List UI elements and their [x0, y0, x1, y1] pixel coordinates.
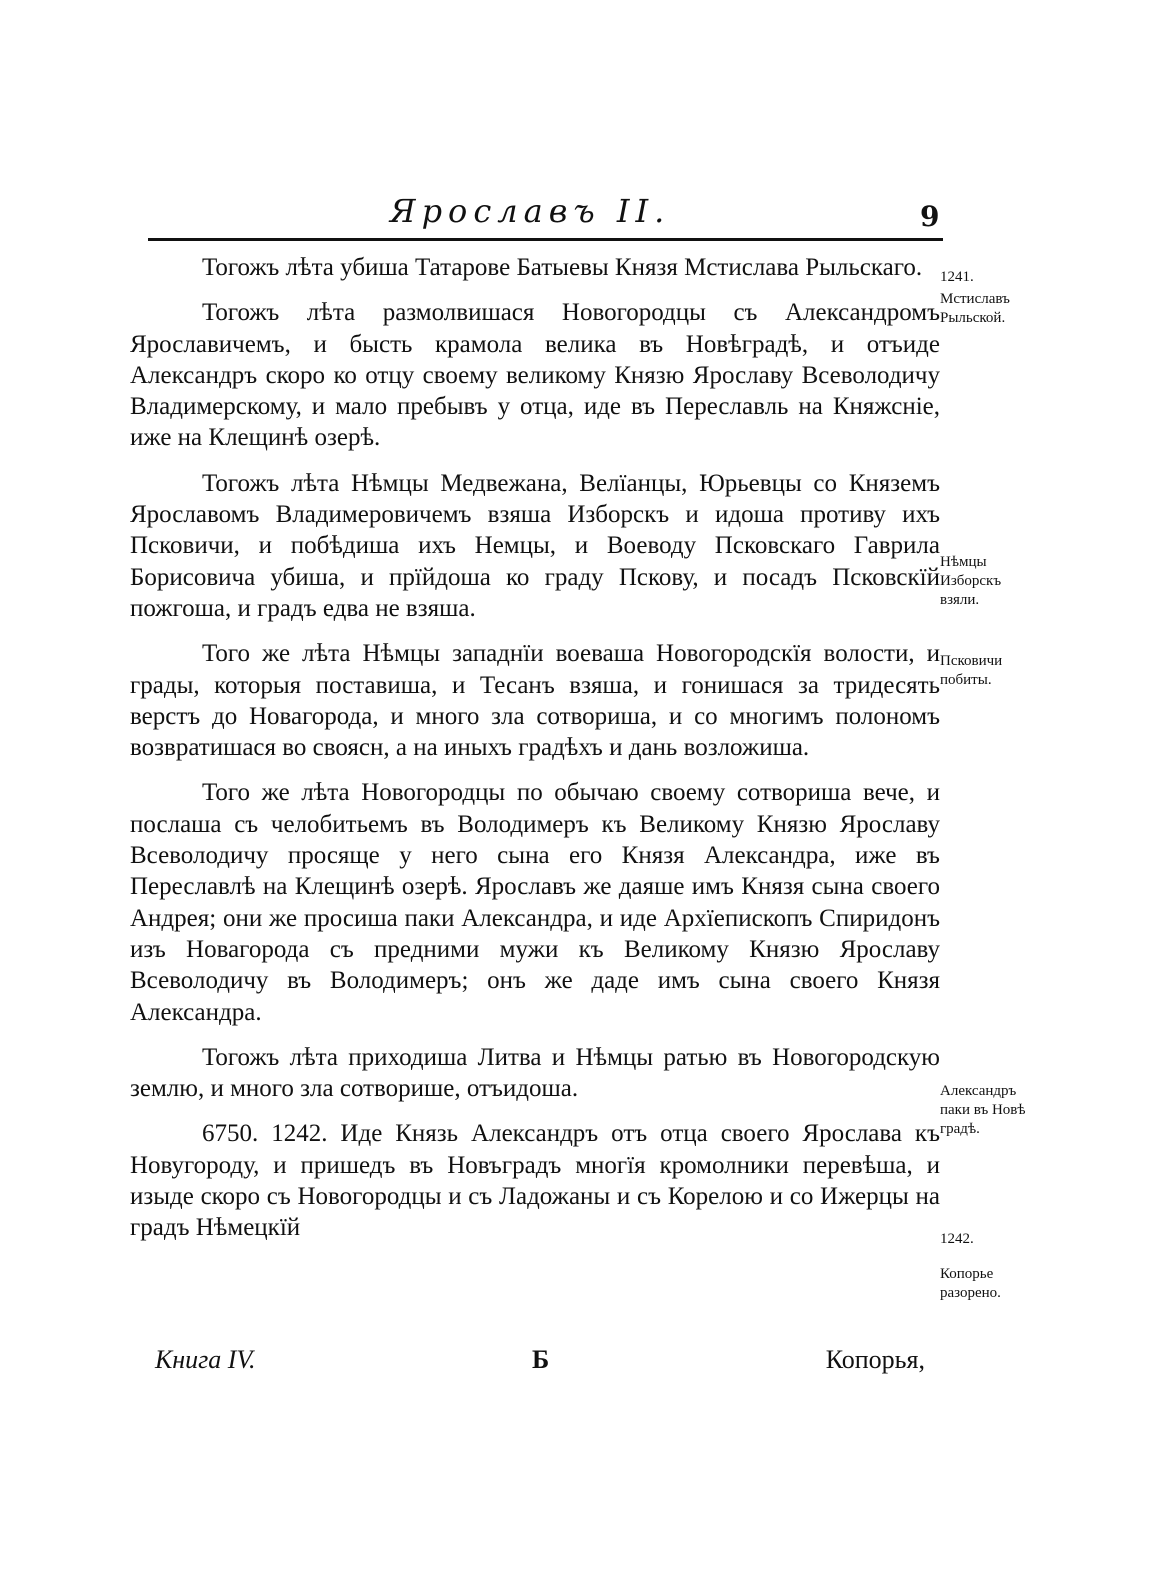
margin-note-koporye: Копорье разорено. — [940, 1266, 1001, 1301]
margin-note-mstislav: Мстиславъ Рыльской. — [940, 291, 1010, 326]
margin-note-year: 1241. — [940, 269, 974, 285]
paragraph: Тогожъ лѣта приходиша Литва и Нѣмцы ратью въ Новогородскую землю, и много зла сотворише, отъидоша. — [130, 1043, 940, 1103]
main-text — [130, 252, 940, 1258]
page-number: 9 — [920, 200, 940, 233]
paragraph: Того же лѣта Нѣмцы западнїи воеваша Новогородскїя волости, и грады, которыя поставиша, и Тесанъ взяша, и гонишася за тридесять верстъ до Новагорода, и много зла сотвориша, и со многимъ полономъ возвратишася во своясн, а на иныхъ градѣхъ и дань возложиша. — [130, 640, 940, 762]
paragraph: Тогожъ лѣта Нѣмцы Медвежана, Велїанцы, Юрьевцы со Княземъ Ярославомъ Владимеровичемъ взяша Изборскъ и идоша противу ихъ Псковичи, и побѣдиша ихъ Немцы, и Воеводу Псковскаго Гаврила Борисовича убиша, и прїйдоша ко граду Пскову, и посадъ Псковскїй пожгоша, и градъ едва не взяша. — [130, 469, 940, 622]
paragraph: Тогожъ лѣта убиша Татарове Батыевы Князя Мстислава Рыльскаго. — [202, 254, 923, 281]
margin-note-pskovichi: Псковичи побиты. — [940, 653, 1003, 688]
margin-note-year: 1242. — [940, 1231, 974, 1247]
paragraph: 6750. 1242. Иде Князь Александръ отъ отца своего Ярослава къ Новугороду, и пришедъ въ Новъградъ многїя кромолники перевѣша, и изыде скоро съ Новогородцы и съ Ладожаны и съ Корелою и со Ижерцы на градъ Нѣмецкїй — [130, 1120, 940, 1242]
header-rule — [148, 238, 943, 241]
paragraph: Того же лѣта Новогородцы по обычаю своему сотвориша вече, и послаша съ челобитьемъ въ Володимеръ къ Великому Князю Ярославу Всеволодичу просяще у него сына его Князя Александра, иже въ Переславлѣ на Клещинѣ озерѣ. Ярославъ же даяше имъ Князя сына своего Андрея; они же просиша паки Александра, и иде Архїепископъ Спиридонъ изъ Новагорода съ предними мужи къ Великому Князю Ярославу Всеволодичу въ Володимеръ; онъ же даде имъ сына своего Князя Александра. — [130, 779, 940, 1026]
catchword: Копорья, — [825, 1345, 925, 1374]
running-title: Ярославъ II. — [389, 192, 671, 230]
margin-note-izborsk: Нѣмцы Изборскъ взяли. — [940, 554, 1002, 608]
margin-note-alexander: Александръ паки въ Новѣ градѣ. — [940, 1083, 1026, 1137]
page-footer — [155, 1345, 925, 1385]
paragraph: Тогожъ лѣта размолвишася Новогородцы съ Александромъ Ярославичемъ, и бысть крамола велика въ Новѣградѣ, и отъиде Александръ скоро ко отцу своему великому Князю Ярославу Всеволодичу Владимерскому, и мало пребывъ у отца, иде въ Переславль на Княжсніе, иже на Клещинѣ озерѣ. — [130, 299, 940, 452]
gathering-mark: Б — [532, 1345, 550, 1374]
signature-mark: Книга IV. — [155, 1345, 256, 1374]
